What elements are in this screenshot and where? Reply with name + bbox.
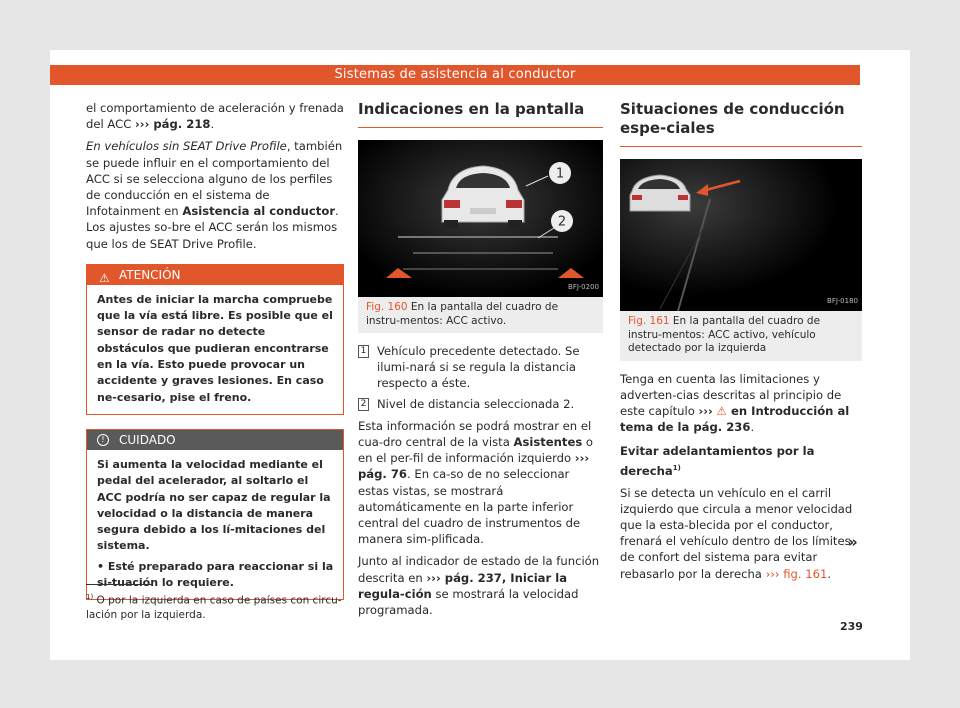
figure-label: Fig. 160 bbox=[366, 301, 408, 313]
info-circle-icon: ! bbox=[97, 434, 109, 446]
text-bold: Asistentes bbox=[513, 435, 583, 450]
list-item bbox=[358, 343, 603, 392]
callout-2: 2 bbox=[557, 214, 567, 230]
chapter-header: Sistemas de asistencia al conductor bbox=[50, 65, 860, 85]
text: . En ca-so de no seleccionar estas vistas, se mostrará automáticamente en la parte inferior central del cuadro de instrumentos de manera sim-plificada. bbox=[358, 467, 581, 547]
paragraph bbox=[620, 371, 862, 436]
caution-box bbox=[86, 429, 344, 600]
text: , también se puede influir en el comportamiento del ACC si se selecciona alguno de los perfiles de conducción en el sistema de Infotainment en bbox=[86, 139, 343, 219]
text: se mostrará la velocidad programada. bbox=[358, 586, 579, 618]
text: . bbox=[827, 566, 832, 581]
text-italic: En vehículos sin SEAT Drive Profile bbox=[86, 139, 287, 154]
caution-body bbox=[87, 450, 343, 599]
subheading bbox=[620, 443, 862, 478]
figure-label: Fig. 161 bbox=[628, 315, 670, 327]
footnote-marker: 1) bbox=[86, 593, 94, 601]
footnote-text: O por la izquierda en caso de países con circu-lación por la izquierda. bbox=[86, 594, 342, 621]
footnote-marker: 1) bbox=[672, 463, 681, 472]
page-number: 239 bbox=[840, 620, 863, 633]
text: o en el per-fil de información izquierdo bbox=[358, 435, 593, 466]
caption-text: En la pantalla del cuadro de instru-mentos: ACC activo. bbox=[366, 301, 559, 327]
figure-reference-link[interactable]: ››› fig. 161 bbox=[765, 566, 828, 581]
item-number: 1 bbox=[358, 345, 369, 358]
caution-header bbox=[87, 430, 343, 450]
page-reference-link[interactable]: ››› pág. 237, Iniciar la regula-ción bbox=[358, 570, 568, 601]
warning-triangle-icon: ⚠ bbox=[99, 270, 110, 285]
column-middle bbox=[358, 100, 603, 624]
callout-1: 1 bbox=[555, 166, 565, 182]
caution-text: Si aumenta la velocidad mediante el pedal del acelerador, al soltarlo el ACC podría no ser capaz de regular la velocidad o la distancia de manera segura debido a los lí-mitaciones del sistema. bbox=[97, 457, 331, 553]
figure-161-image bbox=[620, 159, 862, 311]
section-heading: Situaciones de conducción espe-ciales bbox=[620, 100, 862, 147]
subheading-text: Evitar adelantamientos por la derecha bbox=[620, 444, 815, 478]
paragraph bbox=[86, 138, 344, 251]
figure-code: BFJ-0180 bbox=[827, 296, 858, 305]
chapter-reference-link[interactable]: en Introducción al tema de la pág. 236 bbox=[620, 403, 850, 435]
figure-160-image bbox=[358, 140, 603, 297]
text-bold: Asistencia al conductor bbox=[182, 204, 336, 219]
text: Si se detecta un vehículo en el carril izquierdo que circula a menor velocidad que la esta-blecida por el conductor, frenará el vehículo dentro de los límites de confort del sistema para evitar rebasarlo por la derecha bbox=[620, 485, 853, 581]
reference-arrows[interactable]: ››› bbox=[698, 403, 713, 418]
figure-code: BFJ-0200 bbox=[568, 282, 599, 291]
caution-bullet: • Esté preparado para reaccionar si la si-tuación lo requiere. bbox=[97, 559, 334, 589]
warning-box bbox=[86, 264, 344, 415]
warning-header bbox=[87, 265, 343, 285]
text: . bbox=[750, 420, 755, 435]
dashboard-left-car-illustration bbox=[620, 159, 862, 311]
list-item bbox=[358, 396, 603, 412]
continue-marker: » bbox=[848, 533, 858, 551]
item-number: 2 bbox=[358, 398, 369, 411]
column-left bbox=[86, 100, 344, 600]
text: Esta información se podrá mostrar en el cua-dro central de la vista bbox=[358, 418, 592, 450]
paragraph bbox=[86, 100, 344, 132]
column-right bbox=[620, 100, 862, 588]
item-text: Nivel de distancia seleccionada 2. bbox=[377, 396, 575, 411]
text: . bbox=[210, 117, 215, 132]
figure-caption bbox=[358, 297, 603, 333]
text: Tenga en cuenta las limitaciones y adverten-cias descritas al principio de este capítulo bbox=[620, 371, 842, 418]
dashboard-acc-illustration bbox=[358, 140, 603, 297]
paragraph bbox=[358, 553, 603, 618]
text: el comportamiento de aceleración y frenada del ACC bbox=[86, 101, 344, 132]
section-heading: Indicaciones en la pantalla bbox=[358, 100, 603, 128]
figure-caption bbox=[620, 311, 862, 361]
paragraph bbox=[620, 485, 862, 582]
warning-title: ATENCIÓN bbox=[119, 267, 181, 282]
page-reference-link[interactable]: ››› pág. 76 bbox=[358, 451, 590, 482]
footnote-divider bbox=[86, 584, 152, 585]
footnote bbox=[86, 590, 344, 622]
paragraph bbox=[358, 418, 603, 548]
text: . Los ajustes so-bre el ACC serán los mismos que los de SEAT Drive Profile. bbox=[86, 204, 339, 251]
caution-title: CUIDADO bbox=[119, 432, 176, 447]
text: Junto al indicador de estado de la función descrita en bbox=[358, 554, 600, 585]
caption-text: En la pantalla del cuadro de instru-mentos: ACC activo, vehículo detectado por la izquierda bbox=[628, 315, 821, 354]
warning-triangle-icon: ⚠ bbox=[716, 403, 727, 418]
page-reference-link[interactable]: ››› pág. 218 bbox=[135, 117, 211, 132]
item-text: Vehículo precedente detectado. Se ilumi-nará si se regula la distancia respecto a éste. bbox=[377, 344, 580, 391]
warning-text: Antes de iniciar la marcha compruebe que la vía está libre. Es posible que el sensor de radar no detecte obstáculos que pudieran encontrarse en la vía. Esto puede provocar un accidente y graves lesiones. En caso ne-cesario, pise el freno. bbox=[97, 292, 333, 404]
